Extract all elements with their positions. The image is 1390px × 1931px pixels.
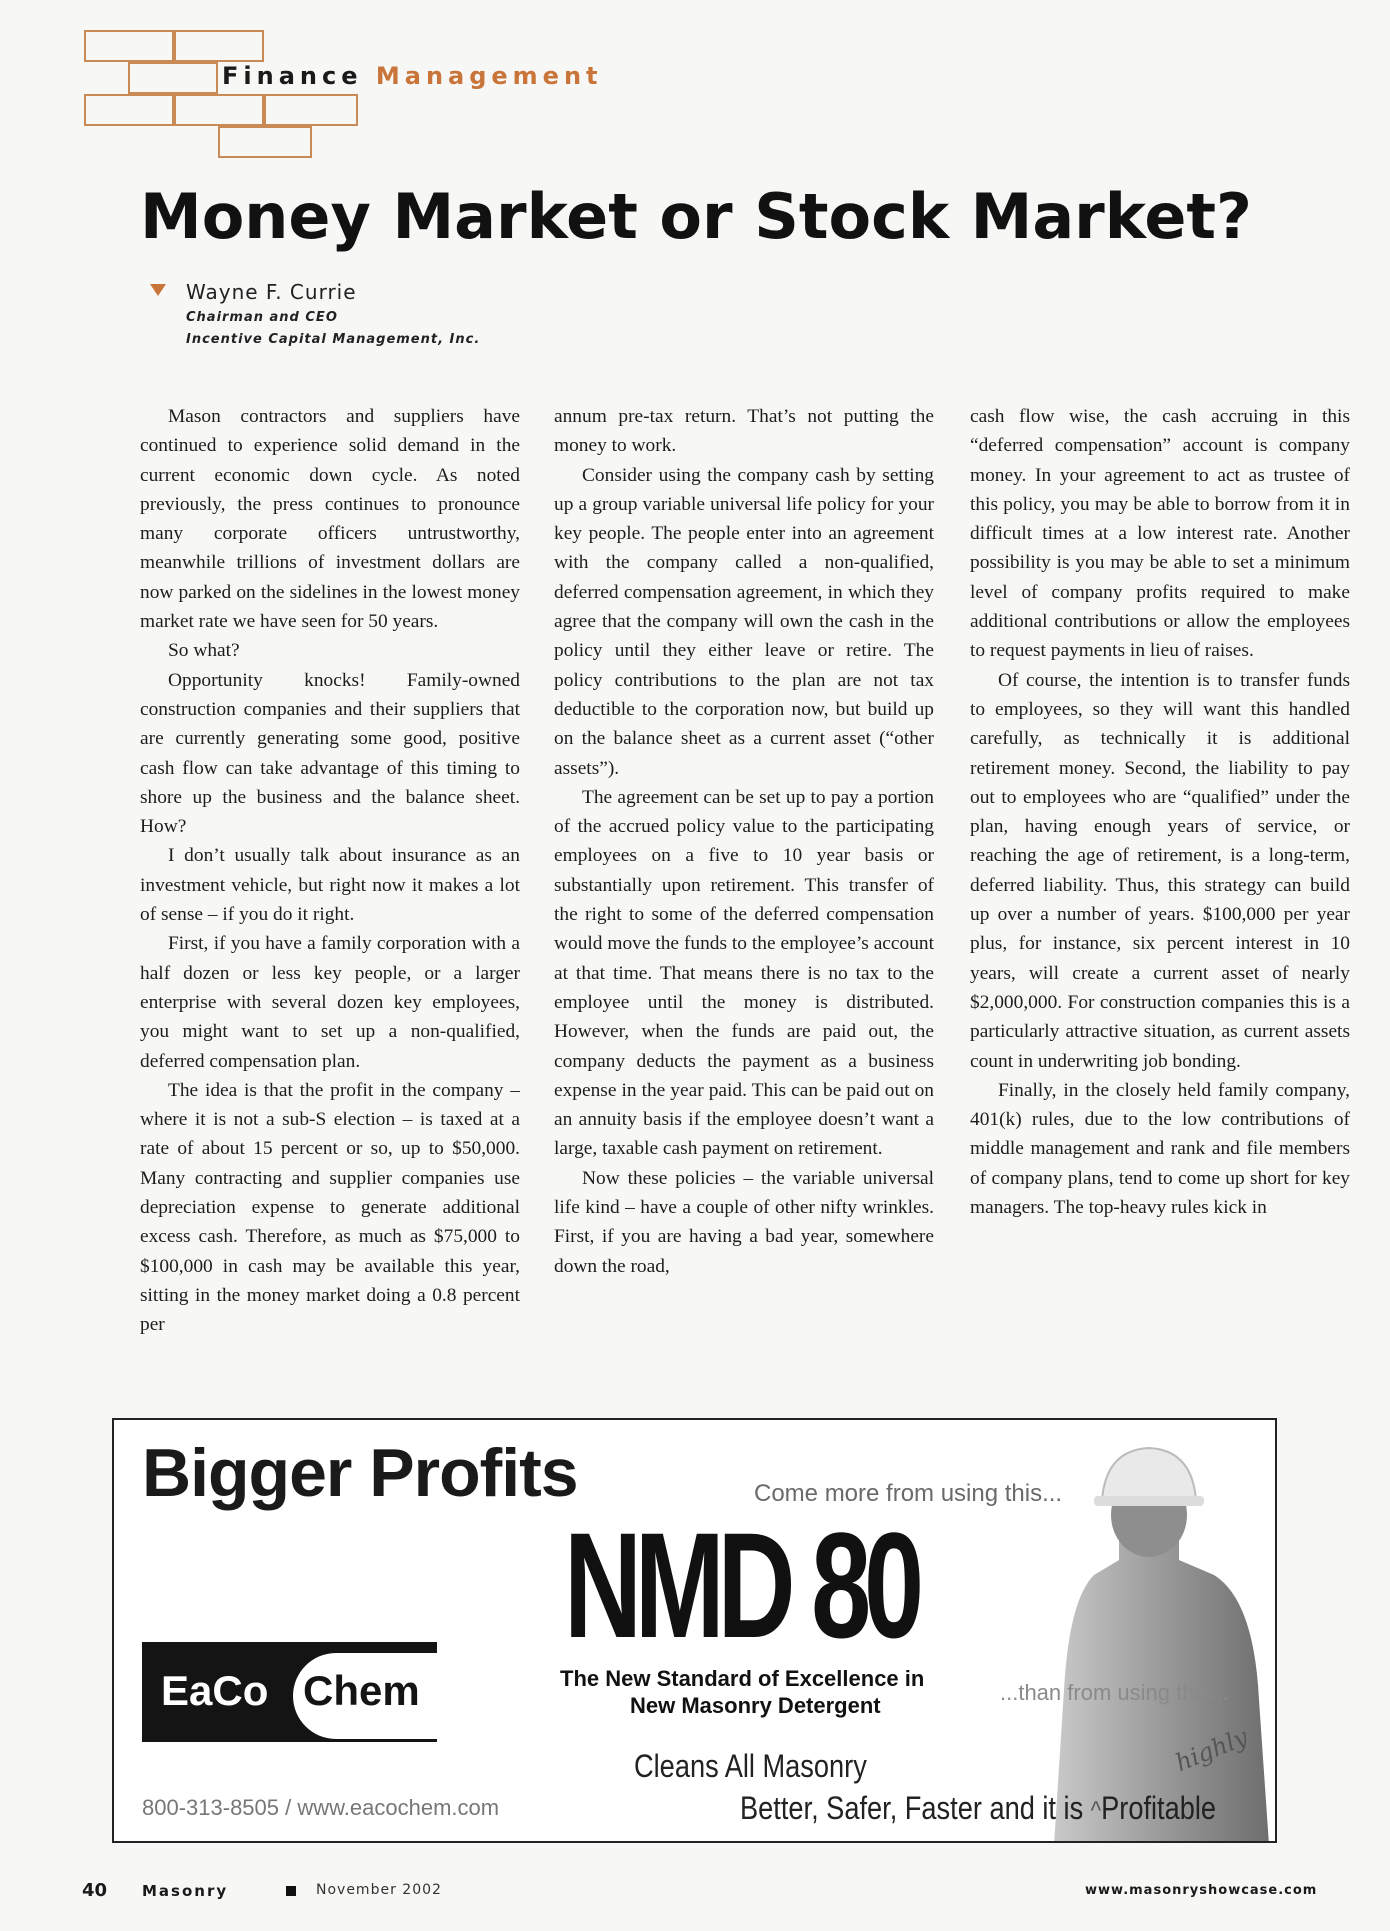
paragraph: The idea is that the profit in the company – where it is not a sub-S election – is taxed at a rate of about 15 percent or so, up to $50,000. Many contracting and supplier companies use depreciation expense to generate additional excess cash. Therefore, as much as $75,000 to $100,000 in cash may be available this year, sitting in the money market doing a 0.8 percent per: [140, 1079, 520, 1336]
header-brick: [128, 62, 218, 94]
square-separator-icon: [286, 1886, 296, 1896]
paragraph: Consider using the company cash by setting up a group variable universal life policy for your key people. The people enter into an agreement with the company called a non-qualified, deferred compensation agreement, in which they agree that the company will own the cash in the policy until they either leave or retire. The policy contributions to the plan are not tax deductible to the corporation now, but build up on the balance sheet as a current asset (“other assets”).: [554, 464, 934, 779]
issue-date: November 2002: [316, 1882, 442, 1898]
ad-headline: Bigger Profits: [142, 1435, 578, 1511]
paragraph: Mason contractors and suppliers have continued to experience solid demand in the current economic down cycle. As noted previously, the press continues to pronounce many corporate officers untrustworthy, meanwhile trillions of investment dollars are now parked on the sidelines in the lowest money market rate we have seen for 50 years.: [140, 406, 520, 633]
logo-text-left: EaCo: [161, 1667, 269, 1714]
paragraph: Of course, the intention is to transfer funds to employees, so they will want this handled carefully, as technically it is additional retirement money. Second, the liability to pay out to employees who are “qualified” under the plan, having enough years of service, or reaching the age of retirement, is a long-term, deferred liability. Thus, this strategy can build up over a number of years. $100,000 per year plus, for instance, six percent interest in 10 years, will create a current asset of nearly $2,000,000. For construction companies this is a particularly attractive situation, as current assets count in underwriting job bonding.: [970, 669, 1350, 1072]
logo-text-right: Chem: [303, 1667, 420, 1714]
page-number: 40: [82, 1880, 108, 1901]
header-brick: [218, 126, 312, 158]
ad-standard-line-1: The New Standard of Excellence in: [560, 1666, 925, 1691]
header-brick: [84, 94, 174, 126]
paragraph: annum pre-tax return. That’s not putting the money to work.: [554, 406, 934, 457]
ad-than-text: ...than from using this...: [1000, 1680, 1229, 1705]
caret-icon: ^: [1090, 1795, 1102, 1825]
article-column-3: [970, 402, 1350, 1222]
header-brick: [174, 30, 264, 62]
paragraph: So what?: [168, 640, 240, 662]
ad-profitable: Profitable: [1101, 1790, 1217, 1826]
section-word-1: Finance: [222, 62, 363, 90]
eacochem-logo: [142, 1642, 437, 1742]
section-word-2: Management: [375, 62, 603, 90]
paragraph: Now these policies – the variable universal life kind – have a couple of other nifty wrinkles. First, if you are having a bad year, somewhere down the road,: [554, 1167, 934, 1277]
header-brick: [264, 94, 358, 126]
paragraph: The agreement can be set up to pay a portion of the accrued policy value to the participating employees on a five to 10 year basis or substantially upon retirement. This transfer of the right to some of the deferred compensation would move the funds to the employee’s account at that time. That means there is no tax to the employee until the money is distributed. However, when the funds are paid out, the company deducts the payment as a business expense in the year paid. This can be paid out on an annuity basis if the employee doesn’t want a large, taxable cash payment on retirement.: [554, 786, 934, 1160]
paragraph: Opportunity knocks! Family-owned construction companies and their suppliers that are currently generating some good, positive cash flow can take advantage of this timing to shore up the business and the balance sheet. How?: [140, 669, 520, 838]
ad-better-text: Better, Safer, Faster and it is: [740, 1790, 1084, 1826]
section-label: [222, 62, 603, 90]
ad-cleans: Cleans All Masonry: [634, 1748, 867, 1784]
footer-url: www.masonryshowcase.com: [1085, 1883, 1318, 1898]
ad-contact: 800-313-8505 / www.eacochem.com: [142, 1795, 500, 1820]
article-column-1: [140, 402, 520, 1340]
header-brick: [84, 30, 174, 62]
advertisement: [112, 1418, 1277, 1843]
paragraph: I don’t usually talk about insurance as an investment vehicle, but right now it makes a lot of sense – if you do it right.: [140, 845, 520, 926]
ad-tagline: Come more from using this...: [754, 1480, 1063, 1507]
product-name: NMD 80: [564, 1501, 917, 1669]
author-company: Incentive Capital Management, Inc.: [186, 332, 481, 347]
article-title: Money Market or Stock Market?: [140, 180, 1252, 253]
ad-standard-line-2: New Masonry Detergent: [630, 1693, 881, 1718]
ad-highly-text: highly: [1171, 1722, 1252, 1778]
paragraph: cash flow wise, the cash accruing in this “deferred compensation” account is company money. In your agreement to act as trustee of this policy, you may be able to borrow from it in difficult times at a low interest rate. Another possibility is you may be able to set a minimum level of company profits required to make additional contributions or allow the employees to request payments in lieu of raises.: [970, 406, 1350, 662]
paragraph: First, if you have a family corporation with a half dozen or less key people, or a larger enterprise with several dozen key employees, you might want to set up a non-qualified, deferred compensation plan.: [140, 933, 520, 1072]
paragraph: Finally, in the closely held family company, 401(k) rules, due to the low contributions of middle management and rank and file members of company plans, tend to come up short for key managers. The top-heavy rules kick in: [970, 1079, 1350, 1219]
magazine-name: Masonry: [142, 1882, 229, 1900]
author-name: Wayne F. Currie: [186, 280, 357, 304]
triangle-marker-icon: [150, 284, 166, 296]
header-brick: [174, 94, 264, 126]
ad-better: [740, 1790, 1216, 1827]
article-column-2: [554, 402, 934, 1281]
author-role: Chairman and CEO: [186, 310, 338, 325]
